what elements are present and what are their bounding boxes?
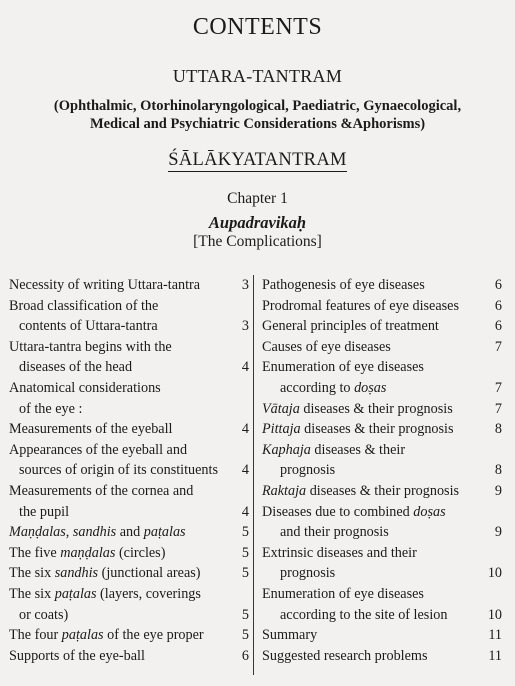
toc-left-column [9,275,249,666]
toc-entry [9,440,249,461]
toc-entry [9,296,249,317]
toc-entry [9,481,249,502]
toc-entry [9,625,249,646]
toc-entry [9,522,249,543]
toc-entry-text: Measurements of the eyeball [9,421,173,438]
toc-entry-text: and their prognosis [280,524,389,541]
toc-entry-text: Prodromal features of eye diseases [262,297,459,314]
toc-entry-page: 4 [241,503,249,520]
toc-entry-text: Appearances of the eyeball and [9,441,188,458]
toc-entry-page: 5 [241,606,249,623]
column-divider [253,275,254,675]
toc-entry-text: prognosis [280,565,336,582]
toc-entry [262,502,502,523]
toc-entry [9,378,249,399]
toc-entry [9,337,249,358]
toc-entry-text: Suggested research problems [262,647,428,664]
toc-entry [262,316,502,337]
toc-entry-text: Diseases due to combined doṣas [262,503,446,520]
toc-entry-text: Necessity of writing Uttara-tantra [9,277,201,293]
toc-entry-page: 6 [494,297,502,314]
toc-entry-text: prognosis [280,462,336,479]
toc-entry [9,316,249,337]
toc-entry [9,419,249,440]
toc-entry [9,646,249,667]
toc-entry-text: General principles of treatment [262,318,439,335]
toc-entry-text: Supports of the eye-ball [9,647,145,664]
page-title: CONTENTS [192,14,323,40]
toc-entry-page: 8 [494,421,502,438]
toc-entry-text: sources of origin of its constituents [19,462,218,479]
toc-entry-page: 11 [488,647,502,664]
toc-entry [262,584,502,605]
section-subtitle-line2: Medical and Psychiatric Considerations &Aphorisms) [89,116,426,132]
toc-entry [262,481,502,502]
subsection-title: ŚĀLĀKYATANTRAM [168,150,347,170]
toc-entry [262,275,502,296]
toc-entry-text: Maṇḍalas, sandhis and paṭalas [9,524,186,541]
toc-entry-text: The four paṭalas of the eye proper [9,627,204,644]
toc-entry-page: 3 [241,277,249,293]
toc-entry-text: according to doṣas [280,379,387,396]
toc-entry-page: 5 [241,565,249,582]
subsection-heading [0,150,515,171]
toc-entry-page: 5 [241,627,249,644]
toc-entry-text: Raktaja diseases & their prognosis [262,482,460,499]
toc-entry-page: 6 [241,647,249,664]
toc-entry [262,296,502,317]
toc-entry-text: diseases of the head [19,359,133,376]
toc-entry-page: 10 [487,606,502,623]
toc-entry-text: Broad classification of the [9,297,159,314]
toc-entry [9,563,249,584]
toc-entry-text: of the eye : [19,400,83,417]
toc-entry-text: contents of Uttara-tantra [19,318,158,335]
toc-entry-text: Causes of eye diseases [262,338,391,355]
toc-entry [262,419,502,440]
toc-entry [262,646,502,667]
toc-entry-text: or coats) [19,606,69,623]
toc-entry [9,275,249,296]
toc-entry-page: 6 [494,277,502,293]
toc-entry [262,378,502,399]
toc-entry-page: 5 [241,524,249,541]
toc-entry [9,357,249,378]
toc-entry-page: 9 [494,482,502,499]
toc-entry-text: Uttara-tantra begins with the [9,338,172,355]
chapter-subtitle: [The Complications] [193,233,322,250]
toc-entry [9,399,249,420]
toc-entry [262,563,502,584]
toc-entry-text: Enumeration of eye diseases [262,585,424,602]
toc-entry-page: 11 [488,627,502,644]
toc-entry [9,543,249,564]
toc-entry-text: The six paṭalas (layers, coverings [9,585,201,602]
toc-entry [262,440,502,461]
toc-entry [262,522,502,543]
toc-entry-text: Pathogenesis of eye diseases [262,277,425,293]
toc-entry-text: Vātaja diseases & their prognosis [262,400,453,417]
toc-entry-page: 9 [494,524,502,541]
section-subtitle-line1: (Ophthalmic, Otorhinolaryngological, Paediatric, Gynaecological, [53,98,462,114]
toc-entry-text: Measurements of the cornea and [9,482,194,499]
toc-entry-text: the pupil [19,503,70,520]
chapter-number: Chapter 1 [227,190,288,207]
toc-entry-text: Anatomical considerations [9,379,161,396]
toc-entry-text: The five maṇḍalas (circles) [9,544,166,561]
toc-right-column [262,275,502,666]
toc-entry-text: Pittaja diseases & their prognosis [262,421,454,438]
toc-entry-text: Summary [262,627,318,644]
toc-entry-page: 4 [241,359,249,376]
toc-entry [9,502,249,523]
toc-entry [262,460,502,481]
section-title: UTTARA-TANTRAM [172,66,343,86]
toc-entry [262,543,502,564]
toc-entry [262,357,502,378]
toc-entry-page: 3 [241,318,249,335]
toc-entry [262,605,502,626]
toc-entry-text: Extrinsic diseases and their [262,544,417,561]
toc-entry [9,460,249,481]
toc-entry [262,625,502,646]
toc-entry [262,399,502,420]
toc-entry [262,337,502,358]
toc-entry-page: 4 [241,462,249,479]
toc-entry-text: Kaphaja diseases & their [262,441,406,458]
toc-entry-page: 7 [494,379,502,396]
toc-entry [9,584,249,605]
toc-entry-page: 10 [487,565,502,582]
toc-entry-page: 8 [494,462,502,479]
toc-entry-text: according to the site of lesion [280,606,448,623]
toc-entry-page: 5 [241,544,249,561]
toc-entry-page: 6 [494,318,502,335]
toc-entry [9,605,249,626]
chapter-title: Aupadravikaḥ [208,213,307,232]
toc-entry-text: The six sandhis (junctional areas) [9,565,201,582]
toc-entry-text: Enumeration of eye diseases [262,359,424,376]
toc-entry-page: 7 [494,338,502,355]
toc-entry-page: 4 [241,421,249,438]
toc-entry-page: 7 [494,400,502,417]
